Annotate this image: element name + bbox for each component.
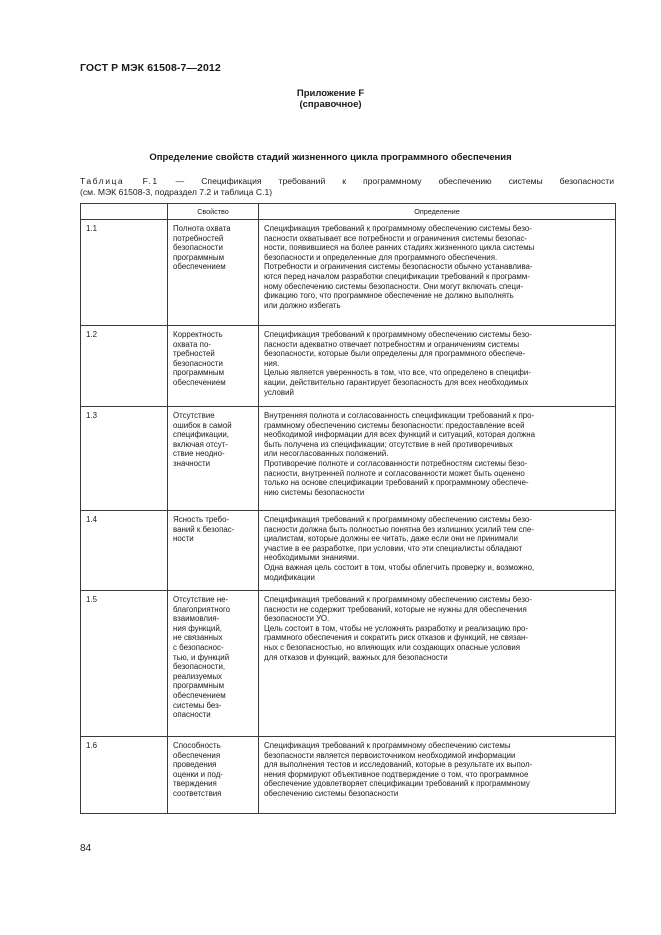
table-label: Таблица F.1 (80, 176, 159, 186)
table-row (81, 511, 616, 591)
annex-title: Приложение F (296, 88, 365, 99)
row-property: Отсутствие не- благоприятного взаимовлия- ния функций, не связанных с безопаснос- тью, и функций безопасности, реализуемых программным обеспечением системы без- опасности (168, 591, 259, 737)
row-definition: Внутренняя полнота и согласованность спецификации требований к про- граммному обеспечению системы безопасности: предоставление всей необходимой информации для всех функций и ситуаций, которая должна быть получена из спецификации; отсутствие в ней противоречивых или несогласованных положений. Противоречие полноте и согласованности потребностям системы безо- пасности, внутренней полноте и согласованности может быть оценено только на основе спецификации требований к программному обеспече- нию системы безопасности (259, 407, 616, 511)
page-number: 84 (80, 843, 92, 854)
row-definition: Спецификация требований к программному обеспечению системы безо- пасности должна быть полностью понятна без излишних усилий тем спе- циалистам, которые должны ее читать, даже если они не принимали участие в ее разработке, при условии, что эти специалисты обладают необходимыми знаниями. Одна важная цель состоит в том, чтобы облегчить проверку и, возможно, модификации (259, 511, 616, 591)
column-header-property: Свойство (168, 204, 259, 220)
row-number: 1.5 (81, 591, 168, 737)
row-property: Ясность требо- ваний к безопас- ности (168, 511, 259, 591)
row-definition: Спецификация требований к программному обеспечению системы безопасности является первоисточником необходимой информации для выполнения тестов и исследований, которые в результате их выпол- нения формируют объективное подтверждение о том, что программное обеспечение удовлетворяет спецификации требований к программному обеспечению системы безопасности (259, 737, 616, 814)
table-row (81, 220, 616, 326)
column-header-number (81, 204, 168, 220)
standard-header: ГОСТ Р МЭК 61508-7—2012 (80, 62, 221, 74)
table-row (81, 591, 616, 737)
annex-subtitle: (справочное) (299, 99, 362, 110)
row-property: Полнота охвата потребностей безопасности программным обеспечением (168, 220, 259, 326)
table-caption-line1 (80, 176, 614, 187)
row-definition: Спецификация требований к программному обеспечению системы безо- пасности не содержит требований, которые не нужны для обеспечения безопасности УО. Цель состоит в том, чтобы не усложнять разработку и реализацию про- граммного обеспечения и сократить риск отказов и функций, не связан- ных с безопасностью, но влияющих или создающих опасные условия для отказов и функций, важных для безопасности (259, 591, 616, 737)
row-number: 1.3 (81, 407, 168, 511)
table-caption-text: — Спецификация требований к программному обеспечению системы безопасности (158, 176, 614, 186)
row-number: 1.4 (81, 511, 168, 591)
section-title: Определение свойств стадий жизненного цикла программного обеспечения (149, 152, 512, 163)
table-caption-line2: (см. МЭК 61508-3, подраздел 7.2 и таблица С.1) (80, 187, 273, 197)
table-caption (80, 176, 614, 198)
annex-heading (0, 88, 661, 110)
row-property: Отсутствие ошибок в самой спецификации, включая отсут- ствие неодно- значности (168, 407, 259, 511)
table-row (81, 407, 616, 511)
row-number: 1.6 (81, 737, 168, 814)
row-definition: Спецификация требований к программному обеспечению системы безо- пасности охватывает все потребности и ограничения системы безопас- ности, появившиеся на более ранних стадиях жизненного цикла системы безопасности и определенные для программного обеспечения. Потребности и ограничения системы безопасности обычно устанавлива- ются перед началом разработки спецификации требований к программ- ному обеспечению системы безопасности. Они могут включать специ- фикацию того, что программное обеспечение не должно выполнять или должно избегать (259, 220, 616, 326)
table-header-row (81, 204, 616, 220)
requirements-table (80, 203, 616, 814)
column-header-definition: Определение (259, 204, 616, 220)
row-number: 1.2 (81, 326, 168, 407)
row-property: Корректность охвата по- требностей безопасности программным обеспечением (168, 326, 259, 407)
row-definition: Спецификация требований к программному обеспечению системы безо- пасности адекватно отвечает потребностям и ограничениям системы безопасности, которые были определены для программного обеспече- ния. Целью является уверенность в том, что все, что определено в специфи- кации, действительно гарантирует безопасность для всех необходимых условий (259, 326, 616, 407)
table-row (81, 737, 616, 814)
row-number: 1.1 (81, 220, 168, 326)
row-property: Способность обеспечения проведения оценки и под- тверждения соответствия (168, 737, 259, 814)
table-row (81, 326, 616, 407)
